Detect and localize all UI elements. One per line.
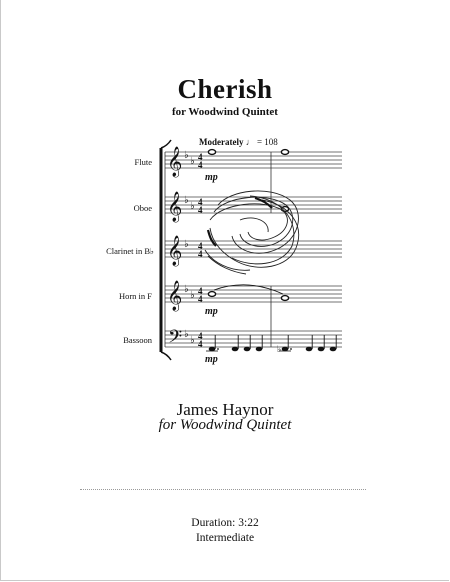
svg-text:♭: ♭ bbox=[184, 195, 189, 206]
composer-subtitle: for Woodwind Quintet bbox=[158, 417, 292, 433]
svg-text:4: 4 bbox=[198, 339, 203, 349]
swirl-watermark bbox=[205, 191, 299, 274]
svg-text:♭: ♭ bbox=[190, 290, 195, 301]
dynamic-bassoon: mp bbox=[205, 354, 218, 365]
whole-notes bbox=[208, 150, 288, 301]
divider bbox=[80, 489, 366, 490]
svg-text:♭: ♭ bbox=[184, 284, 189, 295]
instrument-label-flute: Flute bbox=[134, 157, 152, 167]
bassoon-notes bbox=[209, 347, 337, 352]
instrument-label-oboe: Oboe bbox=[133, 203, 152, 213]
svg-text:♭: ♭ bbox=[184, 150, 189, 161]
level-text: Intermediate bbox=[195, 532, 255, 544]
svg-text:4: 4 bbox=[198, 249, 203, 259]
instrument-label-clarinet: Clarinet in B♭ bbox=[106, 246, 154, 256]
key-signatures bbox=[184, 150, 195, 346]
treble-clef-icon: 𝄞 bbox=[167, 281, 183, 311]
treble-clef-icon: 𝄞 bbox=[167, 192, 183, 222]
time-signatures bbox=[198, 152, 203, 349]
dynamic-flute: mp bbox=[205, 172, 218, 183]
flat-accidental-icon: ♭ bbox=[277, 345, 282, 355]
bass-clef-icon: 𝄢 bbox=[168, 327, 183, 352]
staff-lines bbox=[165, 152, 342, 347]
svg-text:4: 4 bbox=[198, 152, 203, 162]
svg-text:♭: ♭ bbox=[190, 201, 195, 212]
svg-text:4: 4 bbox=[198, 197, 203, 207]
instrument-label-horn: Horn in F bbox=[118, 291, 152, 301]
instrument-label-bassoon: Bassoon bbox=[123, 335, 152, 345]
dynamic-horn: mp bbox=[205, 306, 218, 317]
composer-name: James Haynor bbox=[176, 400, 274, 419]
svg-text:♭: ♭ bbox=[190, 156, 195, 167]
tempo-value: = 108 bbox=[256, 137, 278, 147]
duration-text: Duration: 3:22 bbox=[191, 517, 259, 529]
page-title: Cherish bbox=[177, 74, 273, 104]
svg-text:4: 4 bbox=[198, 205, 203, 215]
svg-text:4: 4 bbox=[198, 294, 203, 304]
page-subtitle: for Woodwind Quintet bbox=[172, 106, 278, 118]
svg-text:4: 4 bbox=[198, 241, 203, 251]
treble-clef-icon: 𝄞 bbox=[167, 236, 183, 266]
svg-text:♭: ♭ bbox=[190, 335, 195, 346]
svg-text:♭: ♭ bbox=[184, 239, 189, 250]
tempo-text: Moderately bbox=[199, 137, 244, 147]
quarter-note-icon: ♩ bbox=[245, 137, 255, 147]
clefs bbox=[167, 146, 182, 352]
treble-clef-icon: 𝄞 bbox=[167, 147, 183, 177]
svg-text:4: 4 bbox=[198, 286, 203, 296]
svg-text:4: 4 bbox=[198, 160, 203, 170]
svg-text:♭: ♭ bbox=[184, 329, 189, 340]
svg-text:4: 4 bbox=[198, 331, 203, 341]
